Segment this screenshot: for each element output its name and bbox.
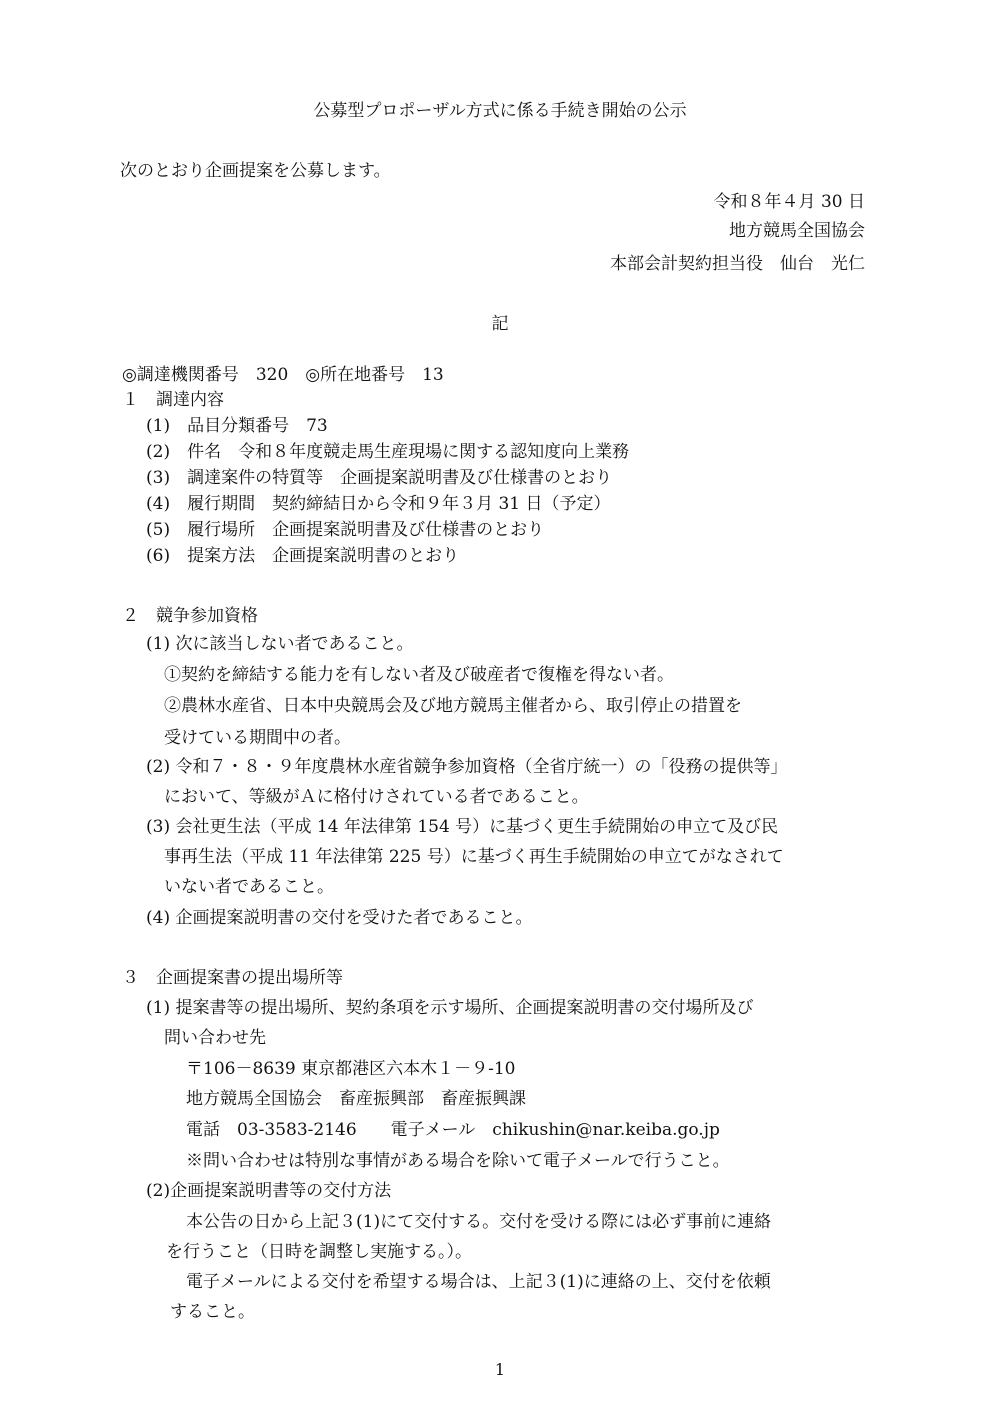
section-2-line: (1) 次に該当しない者であること。 [146,634,414,654]
section-2-line: (3) 会社更生法（平成 14 年法律第 154 号）に基づく更生手続開始の申立て及び民 [146,817,779,837]
section-3-line: 電子メールによる交付を希望する場合は、上記３(1)に連絡の上、交付を依頼 [186,1272,771,1292]
section-1-item: (2) 件名 令和８年度競走馬生産現場に関する認知度向上業務 [146,442,630,462]
official-name: 本部会計契約担当役 仙台 光仁 [610,254,865,274]
section-2-line: ①契約を締結する能力を有しない者及び破産者で復権を得ない者。 [164,665,674,685]
section-3-line: 地方競馬全国協会 畜産振興部 畜産振興課 [186,1089,526,1109]
section-1-item: (1) 品目分類番号 73 [146,416,328,436]
section-3-line: を行うこと（日時を調整し実施する。）。 [166,1242,472,1262]
section-3-line: すること。 [170,1302,255,1322]
document-title: 公募型プロポーザル方式に係る手続き開始の公示 [313,101,687,121]
section-2-line: において、等級がＡに格付けされている者であること。 [164,787,589,807]
organization-name: 地方競馬全国協会 [729,221,865,241]
section-2-line: (4) 企画提案説明書の交付を受けた者であること。 [146,908,533,928]
intro-text: 次のとおり企画提案を公募します。 [120,161,391,181]
section-2-line: いない者であること。 [164,877,334,897]
section-2-line: (2) 令和７・８・９年度農林水産省競争参加資格（全省庁統一）の「役務の提供等」 [146,757,788,777]
procurement-codes: ◎調達機関番号 320 ◎所在地番号 13 [122,365,444,385]
section-1-item: (3) 調達案件の特質等 企画提案説明書及び仕様書のとおり [146,468,613,488]
notice-date: 令和８年４月 30 日 [713,192,865,212]
section-2-line: 事再生法（平成 11 年法律第 225 号）に基づく再生手続開始の申立てがなされて [164,847,784,867]
section-1-item: (6) 提案方法 企画提案説明書のとおり [146,546,460,566]
section-1-item: (4) 履行期間 契約締結日から令和９年３月 31 日（予定） [146,494,611,514]
section-3-heading: ３ 企画提案書の提出場所等 [122,968,343,988]
section-3-line: (1) 提案書等の提出場所、契約条項を示す場所、企画提案説明書の交付場所及び [146,998,754,1018]
section-1-item: (5) 履行場所 企画提案説明書及び仕様書のとおり [146,520,545,540]
section-2-line: 受けている期間中の者。 [164,728,351,748]
contact-line: 電話 03-3583-2146 電子メール chikushin@nar.keiba.go.jp [186,1120,720,1140]
section-3-line: 〒106－8639 東京都港区六本木１－９-10 [186,1059,516,1079]
section-3-line: ※問い合わせは特別な事情がある場合を除いて電子メールで行うこと。 [186,1151,730,1171]
section-2-line: ②農林水産省、日本中央競馬会及び地方競馬主催者から、取引停止の措置を [164,696,742,716]
section-1-heading: １ 調達内容 [122,390,224,410]
section-3-line: (2)企画提案説明書等の交付方法 [146,1181,392,1201]
section-3-line: 問い合わせ先 [164,1028,266,1048]
section-3-line: 本公告の日から上記３(1)にて交付する。交付を受ける際には必ず事前に連絡 [186,1212,772,1232]
section-2-heading: ２ 競争参加資格 [122,606,258,626]
page-number: 1 [494,1360,506,1379]
ki-heading: 記 [491,314,509,334]
